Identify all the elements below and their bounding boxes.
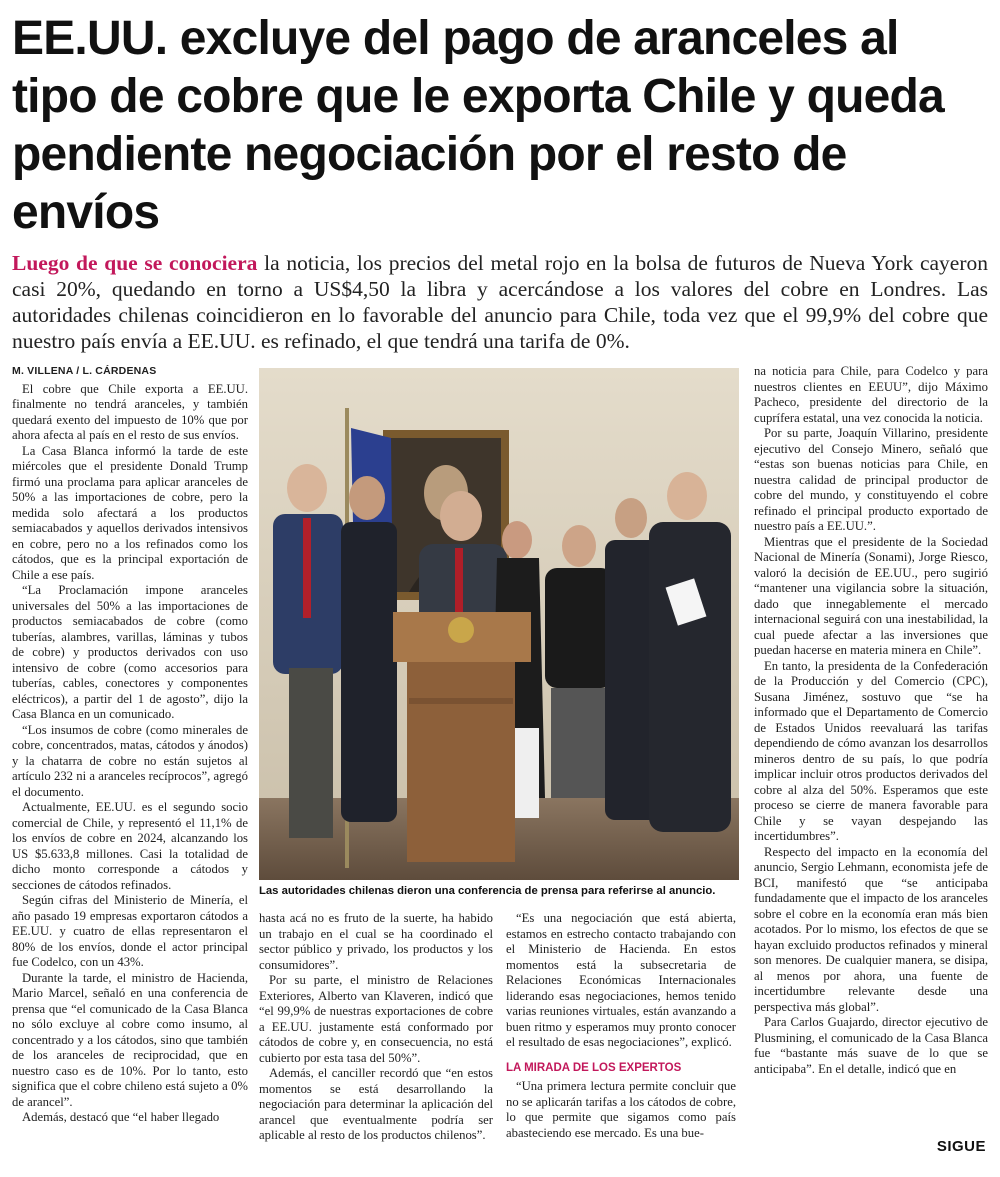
press-conference-photo: [259, 368, 739, 880]
paragraph: Durante la tarde, el ministro de Hacienda, Mario Marcel, señaló en una conferencia de prensa que “el comunicado de la Casa Blanca no sólo excluye al cobre como insumo, al concentrado y a los cátodos, sino que también de los aranceles de reciprocidad, que en nuestro caso es de 10%. Por lo tanto, esto significa que el cobre chileno está sujeto a 0% de arancel”.: [12, 970, 248, 1109]
paragraph: na noticia para Chile, para Codelco y para nuestros clientes en EEUU”, dijo Máximo Pacheco, presidente del directorio de la cuprífera estatal, una vez conocida la noticia.: [754, 364, 988, 425]
paragraph: Mientras que el presidente de la Sociedad Nacional de Minería (Sonami), Jorge Riesco, valoró la decisión de EE.UU., pero sugirió “mantener una vigilancia sobre la situación, dado que innegablemente el mercado internacional seguirá con una inestabilidad, la cual puede afectar a las inversiones que puedan hacerse en materia minera en Chile”.: [754, 534, 988, 657]
paragraph: Además, destacó que “el haber llegado: [22, 1110, 220, 1124]
paragraph: “Una primera lectura permite concluir que no se aplicarán tarifas a los cátodos de cobre, lo que permite que sigamos como país abasteciendo ese mercado. Es una bue-: [506, 1079, 736, 1140]
article-column-3: [506, 911, 736, 1141]
paragraph: hasta acá no es fruto de la suerte, ha habido un trabajo en el cual se ha coordinado el sector público y privado, los productos y los consumidores”.: [259, 911, 493, 972]
paragraph: Por su parte, Joaquín Villarino, presidente ejecutivo del Consejo Minero, señaló que “estas son buenas noticias para Chile, en nuestra calidad de principal productor de cobre del mundo, y constituyendo el cobre refinado el principal producto exportado de nuestro país a EE.UU.”.: [754, 426, 988, 533]
byline: M. VILLENA / L. CÁRDENAS: [12, 365, 157, 377]
section-heading: LA MIRADA DE LOS EXPERTOS: [506, 1061, 682, 1074]
paragraph: La Casa Blanca informó la tarde de este miércoles que el presidente Donald Trump firmó una proclama para aplicar aranceles de 50% a las importaciones de cobre, pero la medida solo afectará a los productos semiacabados y aquellos derivados intensivos en cobre, pero no a los refinados como los cátodos, que es la principal exportación de Chile a ese país.: [12, 443, 248, 582]
article-column-4: [754, 364, 988, 1077]
podium: [393, 612, 531, 862]
lead-kicker: Luego de que se conociera: [12, 251, 258, 275]
paragraph: Respecto del impacto en la economía del anuncio, Sergio Lehmann, economista jefe de BCI, manifestó que “se anticipaba fundadamente que el impacto de los aranceles sobre el cobre en la economía eran más bien acotados. Por lo mismo, los efectos de que se hayan excluido productos refinados y mineral son menores. De cualquier manera, se disipa, al menos por ahora, una fuente de incertidumbre relevante desde una perspectiva más global”.: [754, 844, 988, 1014]
paragraph: Además, el canciller recordó que “en estos momentos se está desarrollando la negociación para determinar la aplicación del arancel que eventualmente podría ser aplicable al resto de los productos chilenos”.: [259, 1066, 493, 1142]
paragraph: “Los insumos de cobre (como minerales de cobre, concentrados, matas, cátodos y ánodos) y la chatarra de cobre no están sujetos al artículo 232 ni a aranceles recíprocos”, agregó el documento.: [12, 722, 248, 799]
article-column-1: [12, 364, 248, 1126]
continue-label: SIGUE: [936, 1138, 986, 1155]
paragraph: Según cifras del Ministerio de Minería, el año pasado 19 empresas exportaron cátodos a EE.UU. y cuatro de ellas representaron el 80% de los envíos, donde el actor principal fue Codelco, con un 43%.: [12, 893, 248, 969]
paragraph: Actualmente, EE.UU. es el segundo socio comercial de Chile, y representó el 11,1% de los envíos de cobre en 2024, alcanzando los US $5.633,8 millones. Casi la totalidad de dicho monto corresponde a cátodos y secciones de cátodos refinados.: [12, 800, 248, 892]
lead-text: la noticia, los precios del metal rojo en la bolsa de futuros de Nueva York cayeron casi 20%, quedando en torno a US$4,50 la libra y acercándose a los valores del cobre en Londres. Las autoridades chilenas coincidieron en lo favorable del anuncio para Chile, toda vez que el 99,9% del cobre que nuestro país envía a EE.UU. es refinado, el que tendrá una tarifa de 0%.: [12, 251, 988, 353]
article-column-2: [259, 911, 493, 1144]
lead-paragraph: [12, 250, 988, 354]
press-conference-illustration: [259, 368, 739, 880]
paragraph: “Es una negociación que está abierta, estamos en estrecho contacto trabajando con el Ministerio de Hacienda. En estos momentos está la subsecretaria de Relaciones Económicas Internacionales liderando esas negociaciones, hemos tenido varias reuniones virtuales, están avanzando a buen ritmo y esperamos muy pronto conocer el resultado de esas negociaciones”, explicó.: [506, 911, 736, 1049]
photo-caption: Las autoridades chilenas dieron una conferencia de prensa para referirse al anuncio.: [259, 885, 716, 897]
paragraph: Para Carlos Guajardo, director ejecutivo de Plusmining, el comunicado de la Casa Blanca fue “bastante más suave de lo que se anticipaba”. En el detalle, indicó que en: [754, 1015, 988, 1076]
paragraph: El cobre que Chile exporta a EE.UU. finalmente no tendrá aranceles, y también quedará exento del impuesto de 10% que por ahora afecta al país en el resto de sus envíos.: [12, 381, 248, 442]
paragraph: Por su parte, el ministro de Relaciones Exteriores, Alberto van Klaveren, indicó que “el 99,9% de nuestras exportaciones de cobre a EE.UU. justamente está conformado por cátodos de cobre y, en consecuencia, no está cubierto por esta tasa del 50%”.: [259, 973, 493, 1065]
paragraph: “La Proclamación impone aranceles universales del 50% a las importaciones de productos semiacabados de cobre (como tuberías, alambres, varillas, láminas y tubos de cobre) y productos derivados con uso intensivo de cobre (como accesorios para tuberías, cables, conectores y componentes eléctricos), a partir del 1 de agosto”, dijo la Casa Blanca en un comunicado.: [12, 583, 248, 721]
headline: EE.UU. excluye del pago de aranceles al tipo de cobre que le exporta Chile y queda pendiente negociación por el resto de envíos: [12, 12, 944, 239]
paragraph: En tanto, la presidenta de la Confederación de la Producción y del Comercio (CPC), Susana Jiménez, sostuvo que “se ha informado que el Departamento de Comercio de Estados Unidos reevaluará las tarifas dependiendo de cómo avanzan los desarrollos mineros dentro de su país, lo que podría implicar incluir otros productos derivados del cobre al alza del 50%. Esperamos que este proceso se cierre de manera favorable para Chile y se vayan despejando las incertidumbres”.: [754, 658, 988, 843]
